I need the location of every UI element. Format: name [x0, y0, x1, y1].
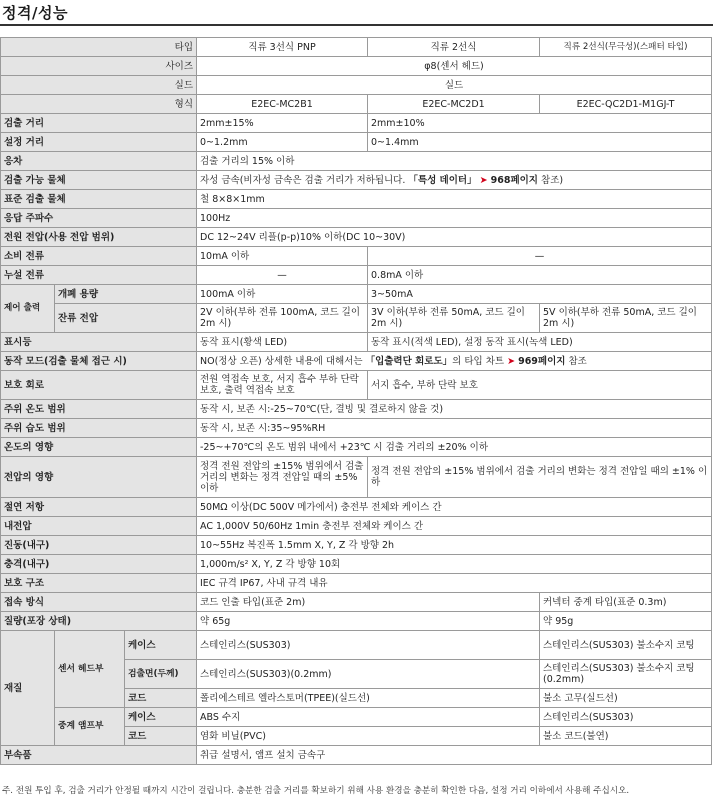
row-label: 내전압: [1, 517, 197, 536]
model-1: E2EC-MC2B1: [197, 95, 368, 114]
table-row: [1, 285, 712, 304]
row-value: DC 12~24V 리플(p-p)10% 이하(DC 10~30V): [197, 228, 712, 247]
row-label: 접속 방식: [1, 593, 197, 612]
page-ref[interactable]: 968페이지: [490, 174, 538, 186]
row-value: 스테인리스(SUS303) 불소수지 코팅: [540, 631, 712, 660]
table-row-size: [1, 57, 712, 76]
table-row: [1, 593, 712, 612]
row-value: —: [197, 266, 368, 285]
row-value: 2mm±10%: [368, 114, 712, 133]
row-label: 질량(포장 상태): [1, 612, 197, 631]
model-3: E2EC-QC2D1-M1GJ-T: [540, 95, 712, 114]
row-label: 표시등: [1, 333, 197, 352]
table-row: [1, 152, 712, 171]
row-sublabel: 코드: [125, 727, 197, 746]
row-value: 2V 이하(부하 전류 100mA, 코드 길이 2m 시): [197, 304, 368, 333]
row-value: 2mm±15%: [197, 114, 368, 133]
size-value: φ8(센서 헤드): [197, 57, 712, 76]
detect-object-suffix: 참조): [538, 174, 564, 186]
table-row: [1, 457, 712, 498]
table-row-type: [1, 38, 712, 57]
row-value: 스테인리스(SUS303) 불소수지 코팅(0.2mm): [540, 660, 712, 689]
row-label: 진동(내구): [1, 536, 197, 555]
row-value: AC 1,000V 50/60Hz 1min 충전부 전체와 케이스 간: [197, 517, 712, 536]
table-row: [1, 400, 712, 419]
characteristic-data-link[interactable]: 「특성 데이터」: [408, 174, 477, 186]
row-label: 동작 모드(검출 물체 접근 시): [1, 352, 197, 371]
row-label: 보호 회로: [1, 371, 197, 400]
row-value: -25~+70℃의 온도 범위 내에서 +23℃ 시 검출 거리의 ±20% 이하: [197, 438, 712, 457]
row-label: 보호 구조: [1, 574, 197, 593]
row-value: 커넥터 중계 타입(표준 0.3m): [540, 593, 712, 612]
table-row: [1, 352, 712, 371]
table-row: [1, 631, 712, 660]
io-circuit-link[interactable]: 「입출력단 회로도」: [365, 355, 453, 367]
row-label: 응차: [1, 152, 197, 171]
table-row-shield: [1, 76, 712, 95]
row-label: 응답 주파수: [1, 209, 197, 228]
row-label: 주위 온도 범위: [1, 400, 197, 419]
table-row-model: [1, 95, 712, 114]
row-value: 3~50mA: [368, 285, 712, 304]
row-value: 불소 코드(불연): [540, 727, 712, 746]
title-bar: [0, 0, 713, 26]
op-mode-mid: 의 타입 차트: [452, 355, 508, 367]
table-row: [1, 612, 712, 631]
op-mode-suffix: 참조: [565, 355, 587, 367]
table-row: [1, 536, 712, 555]
row-sublabel: 코드: [125, 689, 197, 708]
op-mode-text: NO(정상 오픈) 상세한 내용에 대해서는: [200, 355, 366, 367]
row-value: 50MΩ 이상(DC 500V 메가에서) 충전부 전체와 케이스 간: [197, 498, 712, 517]
table-row: [1, 419, 712, 438]
table-row: [1, 333, 712, 352]
row-value: 10mA 이하: [197, 247, 368, 266]
row-label: 부속품: [1, 746, 197, 765]
row-value: 염화 비닐(PVC): [197, 727, 540, 746]
row-label: 제어 출력: [1, 285, 55, 333]
row-value: 동작 시, 보존 시:35~95%RH: [197, 419, 712, 438]
row-label: 전원 전압(사용 전압 범위): [1, 228, 197, 247]
table-row: [1, 247, 712, 266]
row-value: [197, 171, 712, 190]
row-label: 재질: [1, 631, 55, 746]
row-value: 취급 설명서, 앰프 설치 금속구: [197, 746, 712, 765]
page-arrow-icon: ➤: [479, 174, 488, 186]
row-sublabel: 검출면(두께): [125, 660, 197, 689]
row-value: 5V 이하(부하 전류 50mA, 코드 길이 2m 시): [540, 304, 712, 333]
footnote: 주. 전원 투입 후, 검출 거리가 안정될 때까지 시간이 걸립니다. 충분한 검출 거리를 확보하기 위해 사용 환경을 충분히 확인한 다음, 설정 거리 이하에서 사용해 주십시오.: [2, 786, 630, 796]
table-row: [1, 266, 712, 285]
row-value: 100mA 이하: [197, 285, 368, 304]
row-value: 3V 이하(부하 전류 50mA, 코드 길이 2m 시): [368, 304, 540, 333]
row-value: 불소 고무(실드선): [540, 689, 712, 708]
row-value: 약 95g: [540, 612, 712, 631]
row-value: 정격 전원 전압의 ±15% 범위에서 검출 거리의 변화는 정격 전압일 때의 ±1% 이하: [368, 457, 712, 498]
row-value: 스테인리스(SUS303): [540, 708, 712, 727]
row-value: 100Hz: [197, 209, 712, 228]
row-value: 전원 역접속 보호, 서지 흡수 부하 단락 보호, 출력 역접속 보호: [197, 371, 368, 400]
row-label: 설정 거리: [1, 133, 197, 152]
table-row: [1, 304, 712, 333]
model-label: 형식: [1, 95, 197, 114]
row-label: 누설 전류: [1, 266, 197, 285]
row-value: 동작 표시(적색 LED), 설정 동작 표시(녹색 LED): [368, 333, 712, 352]
row-value: 정격 전원 전압의 ±15% 범위에서 검출 거리의 변화는 정격 전압일 때의 ±5% 이하: [197, 457, 368, 498]
row-sublabel: 중계 앰프부: [55, 708, 125, 746]
row-value: 스테인리스(SUS303)(0.2mm): [197, 660, 540, 689]
type-2wire-spatter: 직류 2선식(무극성)(스패터 타입): [540, 38, 712, 57]
row-label: 절연 저항: [1, 498, 197, 517]
row-sublabel: 센서 헤드부: [55, 631, 125, 708]
row-label: 표준 검출 물체: [1, 190, 197, 209]
table-row: [1, 574, 712, 593]
table-row: [1, 190, 712, 209]
page-title: 정격/성능: [2, 4, 68, 22]
row-label: 온도의 영향: [1, 438, 197, 457]
table-row: [1, 746, 712, 765]
row-label: 검출 가능 물체: [1, 171, 197, 190]
row-sublabel: 잔류 전압: [55, 304, 197, 333]
row-value: 약 65g: [197, 612, 540, 631]
row-label: 주위 습도 범위: [1, 419, 197, 438]
title-underline: [0, 24, 713, 26]
table-row: [1, 498, 712, 517]
row-value: 동작 표시(황색 LED): [197, 333, 368, 352]
page-arrow-icon: ➤: [507, 355, 516, 367]
page-ref[interactable]: 969페이지: [518, 355, 566, 367]
type-2wire: 직류 2선식: [368, 38, 540, 57]
row-value: 10~55Hz 복진폭 1.5mm X, Y, Z 각 방향 2h: [197, 536, 712, 555]
row-value: 동작 시, 보존 시:-25~70℃(단, 결빙 및 결로하지 않을 것): [197, 400, 712, 419]
table-row: [1, 555, 712, 574]
row-value: [197, 352, 712, 371]
spec-table: [0, 37, 712, 765]
size-label: 사이즈: [1, 57, 197, 76]
row-value: 철 8×8×1mm: [197, 190, 712, 209]
row-value: 1,000m/s² X, Y, Z 각 방향 10회: [197, 555, 712, 574]
table-row: [1, 517, 712, 536]
table-row: [1, 708, 712, 727]
row-value: IEC 규격 IP67, 사내 규격 내유: [197, 574, 712, 593]
table-row: [1, 371, 712, 400]
row-label: 검출 거리: [1, 114, 197, 133]
table-row: [1, 438, 712, 457]
table-row: [1, 209, 712, 228]
row-sublabel: 개폐 용량: [55, 285, 197, 304]
detect-object-text: 자성 금속(비자성 금속은 검출 거리가 저하됩니다.: [200, 174, 409, 186]
table-row: [1, 171, 712, 190]
row-value: 0~1.4mm: [368, 133, 712, 152]
type-label: 타입: [1, 38, 197, 57]
row-label: 소비 전류: [1, 247, 197, 266]
row-value: 검출 거리의 15% 이하: [197, 152, 712, 171]
type-pnp: 직류 3선식 PNP: [197, 38, 368, 57]
row-value: 0.8mA 이하: [368, 266, 712, 285]
row-value: 코드 인출 타입(표준 2m): [197, 593, 540, 612]
row-sublabel: 케이스: [125, 631, 197, 660]
row-value: 서지 흡수, 부하 단락 보호: [368, 371, 712, 400]
row-label: 전압의 영향: [1, 457, 197, 498]
table-row: [1, 228, 712, 247]
shield-label: 실드: [1, 76, 197, 95]
table-row: [1, 133, 712, 152]
row-sublabel: 케이스: [125, 708, 197, 727]
table-row: [1, 114, 712, 133]
row-label: 충격(내구): [1, 555, 197, 574]
row-value: 스테인리스(SUS303): [197, 631, 540, 660]
row-value: 0~1.2mm: [197, 133, 368, 152]
shield-value: 실드: [197, 76, 712, 95]
row-value: 폴리에스테르 엘라스토머(TPEE)(실드선): [197, 689, 540, 708]
row-value: ABS 수지: [197, 708, 540, 727]
row-value: —: [368, 247, 712, 266]
model-2: E2EC-MC2D1: [368, 95, 540, 114]
